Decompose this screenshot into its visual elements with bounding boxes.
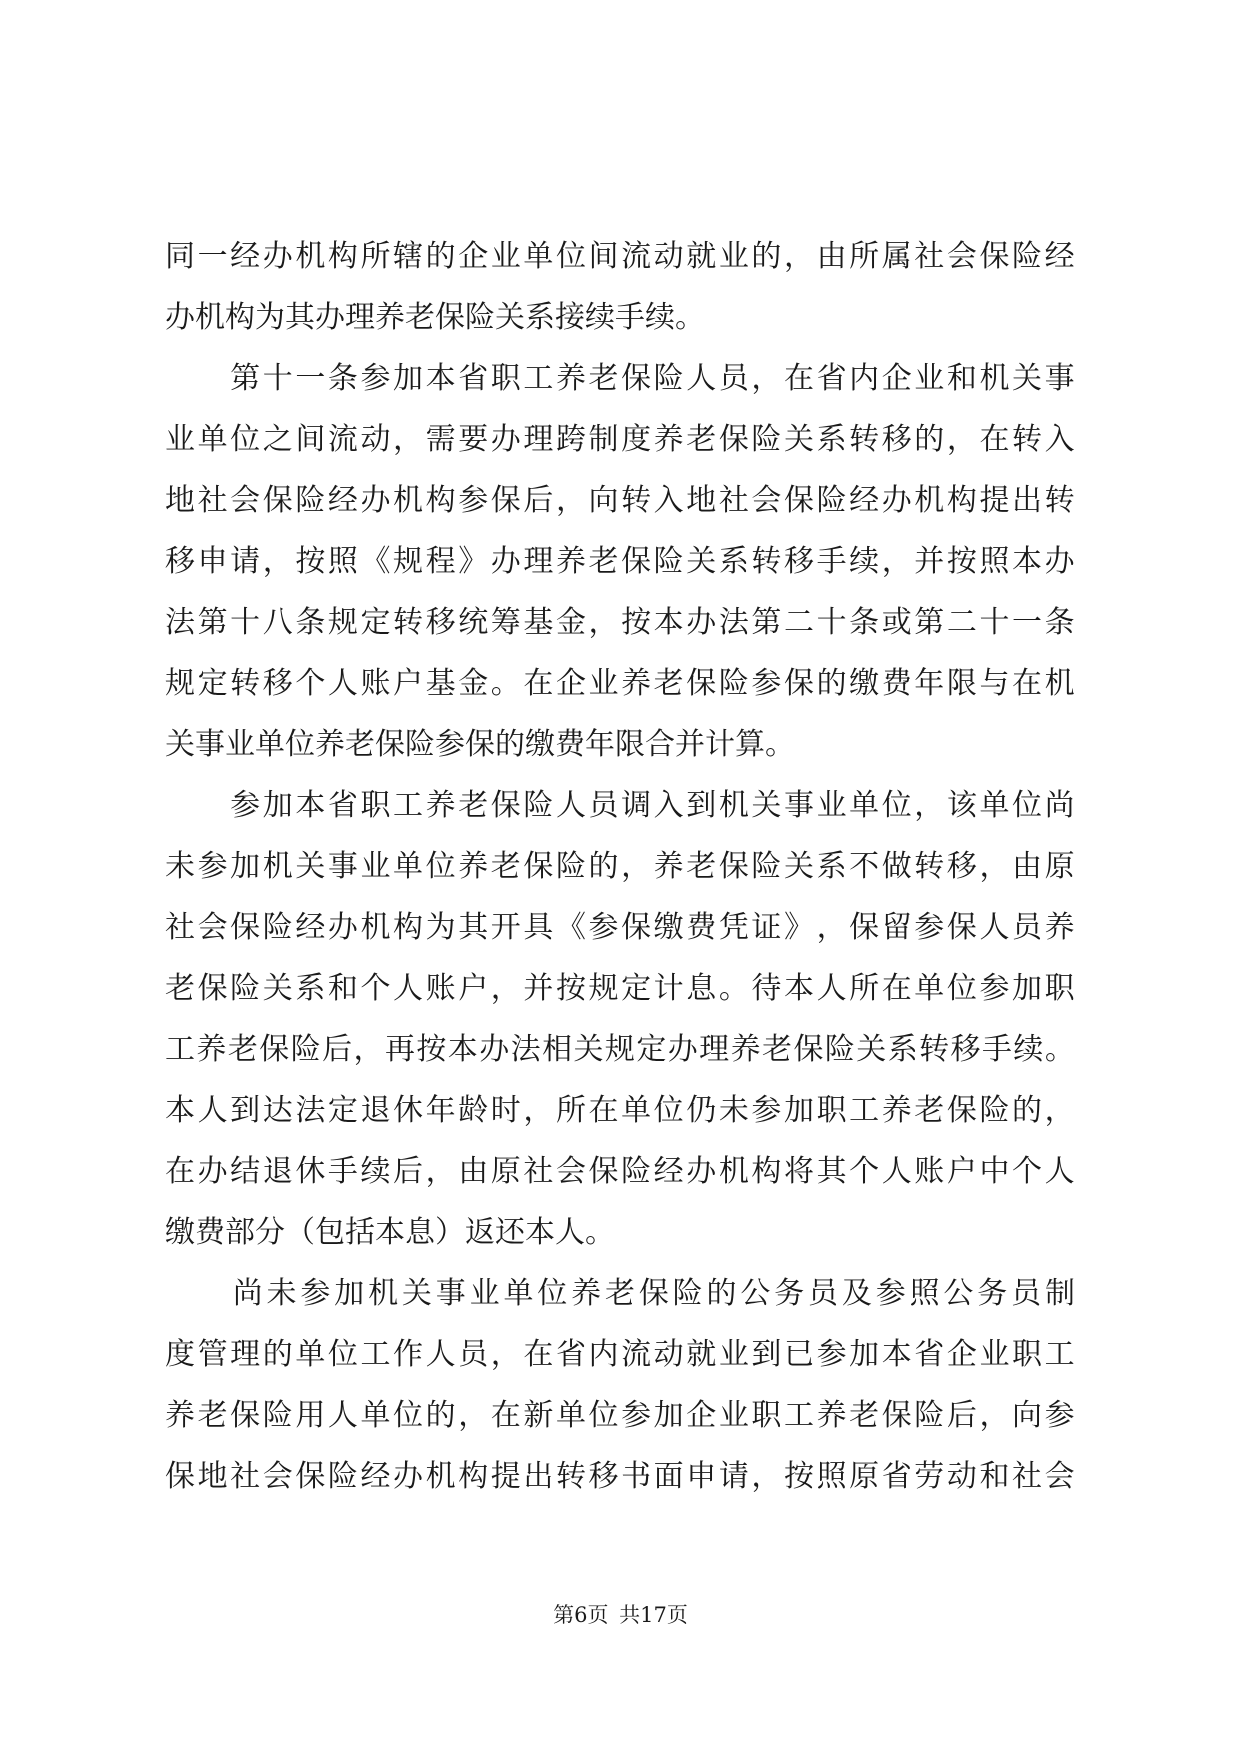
text-line: 在 办 结 退 休 手 续 后 ， 由 原 社 会 保 险 经 办 机 构 将 其 个 人 账 户 中 个 人	[165, 1154, 1075, 1189]
text-line: 移 申 请 ， 按 照 《 规 程 》 办 理 养 老 保 险 关 系 转 移 手 续 ， 并 按 照 本 办	[165, 544, 1075, 579]
text-line: 地 社 会 保 险 经 办 机 构 参 保 后 ， 向 转 入 地 社 会 保 险 经 办 机 构 提 出 转	[165, 483, 1075, 518]
text-line: 参 加 本 省 职 工 养 老 保 险 人 员 调 入 到 机 关 事 业 单 位 ， 该 单 位 尚	[230, 788, 1075, 823]
text-line: 缴 费 部 分 （ 包 括 本 息 ） 返 还 本 人 。	[165, 1215, 615, 1250]
page-footer	[0, 1601, 1241, 1629]
page-number: 第6页	[553, 1603, 609, 1627]
text-line: 法 第 十 八 条 规 定 转 移 统 筹 基 金 ， 按 本 办 法 第 二 十 条 或 第 二 十 一 条	[165, 605, 1075, 640]
text-line: 同 一 经 办 机 构 所 辖 的 企 业 单 位 间 流 动 就 业 的 ， 由 所 属 社 会 保 险 经	[165, 239, 1075, 274]
text-line: 保 地 社 会 保 险 经 办 机 构 提 出 转 移 书 面 申 请 ， 按 照 原 省 劳 动 和 社 会	[165, 1459, 1075, 1494]
text-line: 社 会 保 险 经 办 机 构 为 其 开 具 《 参 保 缴 费 凭 证 》 ， 保 留 参 保 人 员 养	[165, 910, 1075, 945]
document-body	[165, 226, 1075, 1507]
text-line: 尚 未 参 加 机 关 事 业 单 位 养 老 保 险 的 公 务 员 及 参 照 公 务 员 制	[232, 1276, 1075, 1311]
page-total: 共17页	[619, 1603, 688, 1627]
text-line: 度 管 理 的 单 位 工 作 人 员 ， 在 省 内 流 动 就 业 到 已 参 加 本 省 企 业 职 工	[165, 1337, 1075, 1372]
text-line: 未 参 加 机 关 事 业 单 位 养 老 保 险 的 ， 养 老 保 险 关 系 不 做 转 移 ， 由 原	[165, 849, 1075, 884]
text-line: 工 养 老 保 险 后 ， 再 按 本 办 法 相 关 规 定 办 理 养 老 保 险 关 系 转 移 手 续 。	[165, 1032, 1075, 1067]
text-line: 业 单 位 之 间 流 动 ， 需 要 办 理 跨 制 度 养 老 保 险 关 系 转 移 的 ， 在 转 入	[165, 422, 1075, 457]
text-line: 规 定 转 移 个 人 账 户 基 金 。 在 企 业 养 老 保 险 参 保 的 缴 费 年 限 与 在 机	[165, 666, 1075, 701]
text-line: 办 机 构 为 其 办 理 养 老 保 险 关 系 接 续 手 续 。	[165, 300, 705, 335]
text-line: 本 人 到 达 法 定 退 休 年 龄 时 ， 所 在 单 位 仍 未 参 加 职 工 养 老 保 险 的 ，	[165, 1093, 1075, 1128]
text-line: 养 老 保 险 用 人 单 位 的 ， 在 新 单 位 参 加 企 业 职 工 养 老 保 险 后 ， 向 参	[165, 1398, 1075, 1433]
text-line: 老 保 险 关 系 和 个 人 账 户 ， 并 按 规 定 计 息 。 待 本 人 所 在 单 位 参 加 职	[165, 971, 1075, 1006]
text-line: 第 十 一 条 参 加 本 省 职 工 养 老 保 险 人 员 ， 在 省 内 企 业 和 机 关 事	[230, 361, 1075, 396]
text-line: 关 事 业 单 位 养 老 保 险 参 保 的 缴 费 年 限 合 并 计 算 。	[165, 727, 795, 762]
